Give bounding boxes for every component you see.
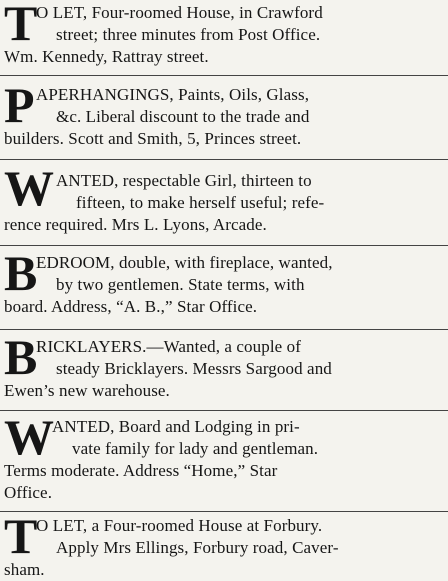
ad-line: O LET, Four-roomed House, in Crawford <box>36 3 323 22</box>
ad-line: Apply Mrs Ellings, Forbury road, Caver- <box>56 538 339 557</box>
ad-line: EDROOM, double, with fireplace, wanted, <box>36 253 333 272</box>
ad-line: RICKLAYERS.—Wanted, a couple of <box>36 337 302 356</box>
ad-line: Ewen’s new warehouse. <box>4 381 170 400</box>
ad-line: ANTED, respectable Girl, thirteen to <box>56 171 312 190</box>
divider <box>0 511 448 512</box>
ad-line: Terms moderate. Address “Home,” Star <box>4 461 278 480</box>
ad-line: O LET, a Four-roomed House at Forbury. <box>36 516 323 535</box>
drop-cap: B <box>4 329 38 385</box>
ad-line: fifteen, to make herself useful; refe- <box>76 193 325 212</box>
divider <box>0 159 448 160</box>
ad-line: street; three minutes from Post Office. <box>56 25 321 44</box>
drop-cap: T <box>4 0 38 51</box>
divider <box>0 75 448 76</box>
drop-cap: W <box>4 160 54 216</box>
ad-line: APERHANGINGS, Paints, Oils, Glass, <box>36 85 310 104</box>
ad-line: builders. Scott and Smith, 5, Princes street. <box>4 129 302 148</box>
ad-line: rence required. Mrs L. Lyons, Arcade. <box>4 215 267 234</box>
drop-cap: P <box>4 77 35 133</box>
drop-cap: B <box>4 245 38 301</box>
ad-line: by two gentlemen. State terms, with <box>56 275 305 294</box>
ad-line: ANTED, Board and Lodging in pri- <box>52 417 300 436</box>
ad-line: vate family for lady and gentleman. <box>72 439 319 458</box>
ad-line: Office. <box>4 483 53 502</box>
ad-line: sham. <box>4 560 45 579</box>
ad-line: Wm. Kennedy, Rattray street. <box>4 47 209 66</box>
ad-line: steady Bricklayers. Messrs Sargood and <box>56 359 332 378</box>
divider <box>0 410 448 411</box>
ad-line: &c. Liberal discount to the trade and <box>56 107 310 126</box>
drop-cap: W <box>4 409 54 465</box>
divider <box>0 245 448 246</box>
drop-cap: T <box>4 508 38 564</box>
divider <box>0 329 448 330</box>
ad-line: board. Address, “A. B.,” Star Office. <box>4 297 258 316</box>
